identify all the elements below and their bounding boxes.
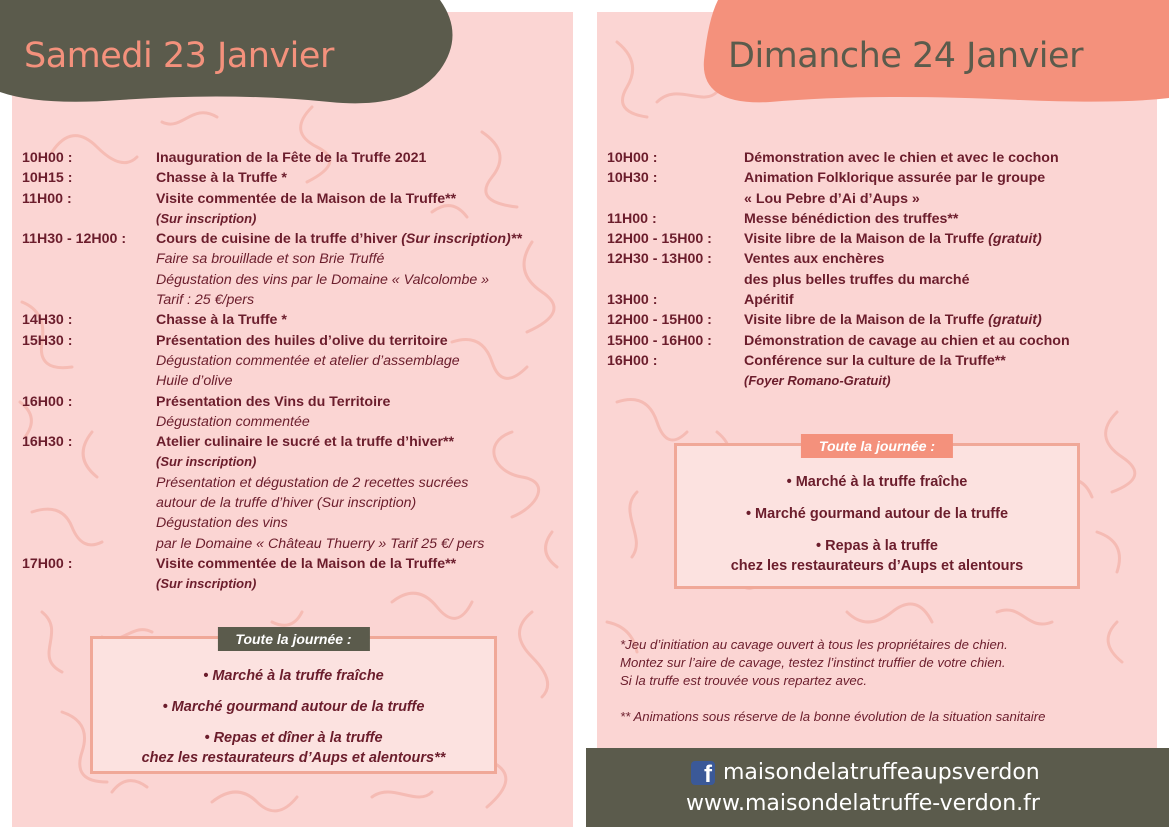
schedule-line [156, 412, 577, 432]
schedule-detail [744, 209, 1152, 229]
schedule-detail [156, 554, 577, 595]
schedule-detail [156, 189, 577, 230]
schedule-line [156, 189, 577, 209]
schedule-line-text: Dégustation des vins par le Domaine « Valcolombe » [156, 271, 490, 288]
schedule-row [22, 432, 577, 554]
schedule-time: 12H00 - 15H00 : [607, 312, 712, 329]
schedule-row [607, 310, 1152, 330]
schedule-line-suffix: (gratuit) [988, 312, 1042, 329]
schedule-row [22, 168, 577, 188]
schedule-line-text: Chasse à la Truffe * [156, 312, 287, 329]
schedule-line-text: Visite libre de la Maison de la Truffe [744, 312, 985, 329]
schedule-detail [744, 351, 1152, 392]
schedule-line-text: (Sur inscription) [156, 454, 257, 470]
schedule-time: 11H30 - 12H00 : [22, 231, 127, 248]
schedule-line-text: Cours de cuisine de la truffe d’hiver [156, 231, 398, 248]
saturday-all-day-box [90, 631, 497, 774]
schedule-line-text: Tarif : 25 €/pers [156, 292, 255, 309]
schedule-line-text: Dégustation commentée et atelier d’assemblage [156, 352, 460, 369]
facebook-link[interactable] [691, 760, 1040, 786]
schedule-row [22, 189, 577, 230]
schedule-detail [744, 331, 1152, 351]
schedule-line-text: « Lou Pebre d’Ai d’Aups » [744, 190, 920, 207]
schedule-line-text: (Sur inscription) [156, 576, 257, 592]
schedule-line [156, 310, 577, 330]
schedule-detail [156, 432, 577, 554]
schedule-line-text: Démonstration avec le chien et avec le cochon [744, 150, 1059, 166]
schedule-time: 13H00 : [607, 292, 658, 309]
all-day-item: chez les restaurateurs d’Aups et alentours** [141, 750, 446, 766]
schedule-time: 12H30 - 13H00 : [607, 251, 712, 268]
schedule-line [156, 331, 577, 351]
schedule-detail [156, 148, 577, 168]
schedule-row [607, 209, 1152, 229]
schedule-row [22, 554, 577, 595]
schedule-line [744, 310, 1152, 330]
schedule-line [156, 574, 577, 594]
schedule-time: 15H00 - 16H00 : [607, 332, 712, 349]
all-day-label: Toute la journée : [801, 434, 953, 458]
schedule-time: 11H00 : [22, 190, 72, 207]
footnote: *Jeu d’initiation au cavage ouvert à tous les propriétaires de chien. [620, 637, 1008, 652]
schedule-line-text: Démonstration de cavage au chien et au cochon [744, 332, 1070, 349]
schedule-line [156, 168, 577, 188]
website-link[interactable]: www.maisondelatruffe-verdon.fr [686, 791, 1040, 816]
schedule-detail [156, 229, 577, 310]
schedule-time: 10H15 : [22, 170, 73, 187]
all-day-item: • Marché à la truffe fraîche [203, 668, 384, 684]
schedule-row [607, 351, 1152, 392]
all-day-item: chez les restaurateurs d’Aups et alentours [730, 558, 1024, 574]
schedule-line-text: Chasse à la Truffe * [156, 170, 287, 187]
schedule-line-text: par le Domaine « Château Thuerry » Tarif 25 €/ pers [156, 535, 485, 552]
schedule-line [156, 209, 577, 229]
all-day-item: • Marché à la truffe fraîche [786, 474, 968, 490]
schedule-line-text: Visite commentée de la Maison de la Truffe** [156, 190, 457, 207]
footer-bar [586, 748, 1169, 827]
schedule-time: 10H00 : [22, 150, 73, 166]
schedule-line-text: Messe bénédiction des truffes** [744, 210, 959, 227]
schedule-detail [744, 290, 1152, 310]
schedule-time: 17H00 : [22, 555, 73, 572]
schedule-line-text: Présentation des huiles d’olive du territoire [156, 332, 448, 349]
schedule-line-text: Présentation et dégustation de 2 recettes sucrées [156, 474, 469, 491]
all-day-item: • Marché gourmand autour de la truffe [162, 699, 425, 715]
schedule-line [156, 351, 577, 371]
schedule-line [156, 371, 577, 391]
schedule-line [156, 534, 577, 554]
all-day-item: • Repas et dîner à la truffe [204, 730, 383, 746]
schedule-row [607, 148, 1152, 168]
schedule-line-suffix: (Sur inscription)** [401, 231, 522, 248]
schedule-line [744, 351, 1152, 371]
sunday-title: Dimanche 24 Janvier [728, 36, 1083, 76]
schedule-row [22, 310, 577, 330]
schedule-row [22, 148, 577, 168]
schedule-detail [744, 168, 1152, 209]
schedule-row [607, 290, 1152, 310]
schedule-line [156, 432, 577, 452]
schedule-time: 11H00 : [607, 210, 657, 227]
schedule-line-text: Visite libre de la Maison de la Truffe [744, 231, 985, 248]
saturday-schedule [22, 148, 577, 595]
schedule-time: 16H30 : [22, 434, 73, 451]
schedule-line [744, 331, 1152, 351]
footnote: ** Animations sous réserve de la bonne évolution de la situation sanitaire [620, 709, 1046, 724]
schedule-line-text: autour de la truffe d’hiver (Sur inscription) [156, 495, 417, 512]
schedule-line [156, 554, 577, 574]
schedule-line-text: (Sur inscription) [156, 210, 257, 226]
schedule-row [22, 331, 577, 392]
schedule-line [744, 270, 1152, 290]
schedule-line [156, 452, 577, 472]
schedule-detail [156, 331, 577, 392]
schedule-detail [744, 310, 1152, 330]
schedule-line-text: Inauguration de la Fête de la Truffe 2021 [156, 150, 427, 166]
schedule-row [607, 249, 1152, 290]
schedule-line [156, 148, 577, 168]
facebook-handle: maisondelatruffeaupsverdon [723, 760, 1040, 785]
schedule-line [156, 493, 577, 513]
all-day-item: • Marché gourmand autour de la truffe [745, 506, 1009, 522]
schedule-line-text: Atelier culinaire le sucré et la truffe d’hiver** [156, 434, 455, 451]
all-day-item: • Repas à la truffe [816, 538, 938, 554]
schedule-time: 15H30 : [22, 332, 73, 349]
schedule-line-text: Présentation des Vins du Territoire [156, 393, 391, 410]
schedule-row [607, 168, 1152, 209]
schedule-detail [744, 249, 1152, 290]
schedule-line [156, 392, 577, 412]
schedule-line [744, 168, 1152, 188]
schedule-row [22, 229, 577, 310]
schedule-line [156, 473, 577, 493]
schedule-time: 14H30 : [22, 312, 73, 329]
schedule-detail [744, 148, 1152, 168]
schedule-time: 10H30 : [607, 170, 658, 187]
schedule-row [607, 331, 1152, 351]
schedule-line [744, 249, 1152, 269]
schedule-line [744, 209, 1152, 229]
schedule-line [156, 270, 577, 290]
schedule-time: 12H00 - 15H00 : [607, 231, 712, 248]
sunday-schedule [607, 148, 1152, 392]
schedule-line [744, 189, 1152, 209]
schedule-line [156, 229, 577, 249]
schedule-line-suffix: (gratuit) [988, 231, 1042, 248]
schedule-row [607, 229, 1152, 249]
schedule-line-text: Dégustation des vins [156, 515, 288, 532]
schedule-detail [744, 229, 1152, 249]
schedule-line [744, 148, 1152, 168]
schedule-detail [156, 310, 577, 330]
facebook-icon: f [691, 761, 715, 785]
schedule-line [156, 513, 577, 533]
schedule-line-text: Conférence sur la culture de la Truffe** [744, 352, 1006, 369]
schedule-line-text: Huile d’olive [156, 373, 233, 390]
schedule-detail [156, 168, 577, 188]
saturday-title: Samedi 23 Janvier [24, 36, 334, 76]
schedule-time: 16H00 : [22, 393, 73, 410]
all-day-label: Toute la journée : [217, 627, 369, 651]
schedule-line [744, 290, 1152, 310]
schedule-line [156, 290, 577, 310]
footnotes [620, 636, 1150, 726]
schedule-line [156, 249, 577, 269]
schedule-line-text: Animation Folklorique assurée par le groupe [744, 170, 1046, 187]
schedule-time: 10H00 : [607, 150, 658, 166]
schedule-row [22, 392, 577, 433]
schedule-line [744, 229, 1152, 249]
schedule-detail [156, 392, 577, 433]
footnote: Si la truffe est trouvée vous repartez avec. [620, 673, 868, 688]
schedule-line-text: Visite commentée de la Maison de la Truffe** [156, 555, 457, 572]
schedule-line-text: Faire sa brouillade et son Brie Truffé [156, 251, 385, 268]
schedule-line-text: des plus belles truffes du marché [744, 271, 970, 288]
schedule-line-text: Dégustation commentée [156, 413, 310, 430]
schedule-time: 16H00 : [607, 352, 658, 369]
schedule-line [744, 371, 1152, 391]
schedule-line-text: Apéritif [744, 292, 794, 309]
schedule-line-text: (Foyer Romano-Gratuit) [744, 373, 891, 389]
schedule-line-text: Ventes aux enchères [744, 251, 885, 268]
footnote: Montez sur l’aire de cavage, testez l’instinct truffier de votre chien. [620, 655, 1006, 670]
sunday-all-day-box [674, 438, 1080, 589]
